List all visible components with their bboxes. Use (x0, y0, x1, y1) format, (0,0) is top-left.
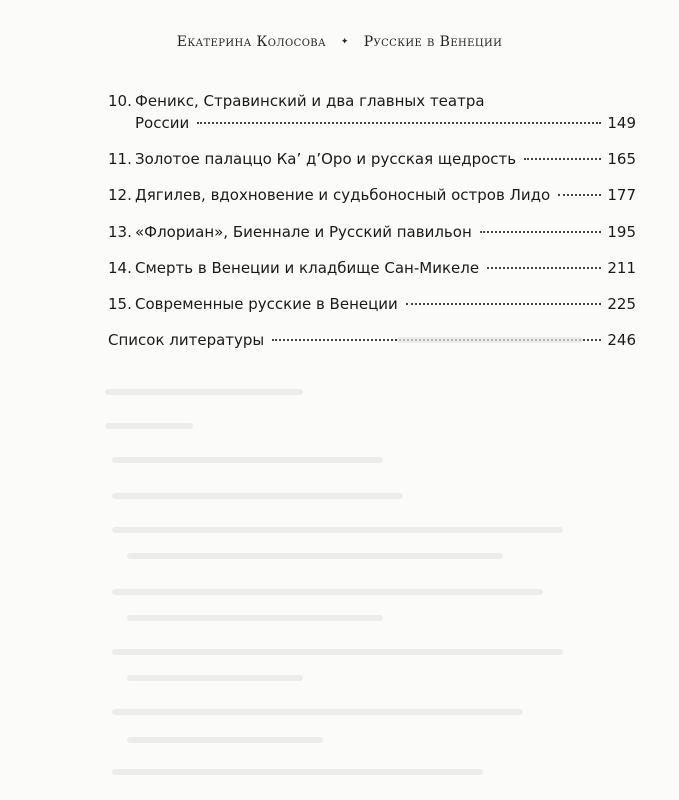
header-separator-icon: ✦ (340, 37, 349, 47)
toc-entry-page: 225 (607, 294, 636, 313)
toc-entry-title: Дягилев, вдохновение и судьбоносный остров Лидо (135, 186, 551, 205)
table-of-contents (108, 90, 636, 365)
dot-leader (480, 231, 602, 233)
toc-entry-11[interactable] (108, 148, 636, 170)
toc-entry-12[interactable] (108, 184, 636, 206)
dot-leader (487, 267, 601, 269)
toc-entry-title: «Флориан», Биеннале и Русский павильон (135, 222, 472, 241)
toc-entry-number: 10. (108, 92, 132, 110)
toc-entry-title-continuation: России (135, 114, 190, 132)
dot-leader (558, 194, 601, 196)
dot-leader (272, 339, 601, 341)
toc-entry-page: 165 (607, 150, 636, 169)
toc-entry-title: Золотое палаццо Ка’ д’Оро и русская щедрость (135, 150, 517, 169)
dot-leader (197, 122, 601, 124)
toc-entry-13[interactable] (108, 221, 636, 243)
toc-entry-number: 11. (108, 150, 132, 169)
toc-entry-page: 246 (607, 331, 636, 350)
toc-entry-title: Феникс, Стравинский и два главных театра (135, 92, 485, 110)
toc-entry-page: 211 (607, 258, 636, 277)
header-book-title: Русские в Венеции (363, 34, 503, 50)
toc-entry-15[interactable] (108, 293, 636, 315)
toc-entry-page: 149 (607, 114, 636, 132)
toc-entry-title: Список литературы (108, 331, 265, 350)
toc-entry-number: 15. (108, 294, 132, 313)
toc-entry-page: 195 (607, 222, 636, 241)
header-author: Екатерина Колосова (176, 34, 327, 50)
running-header (0, 34, 679, 50)
toc-entry-bibliography[interactable] (108, 329, 636, 351)
show-through-texture (0, 300, 679, 800)
dot-leader (524, 158, 601, 160)
dot-leader (406, 303, 602, 305)
toc-entry-10[interactable] (108, 90, 636, 134)
toc-entry-number: 12. (108, 186, 132, 205)
toc-entry-page: 177 (607, 186, 636, 205)
toc-entry-number: 13. (108, 222, 132, 241)
toc-entry-title: Современные русские в Венеции (135, 294, 398, 313)
toc-entry-title: Смерть в Венеции и кладбище Сан-Микеле (135, 258, 480, 277)
toc-entry-14[interactable] (108, 257, 636, 279)
toc-entry-number: 14. (108, 258, 132, 277)
